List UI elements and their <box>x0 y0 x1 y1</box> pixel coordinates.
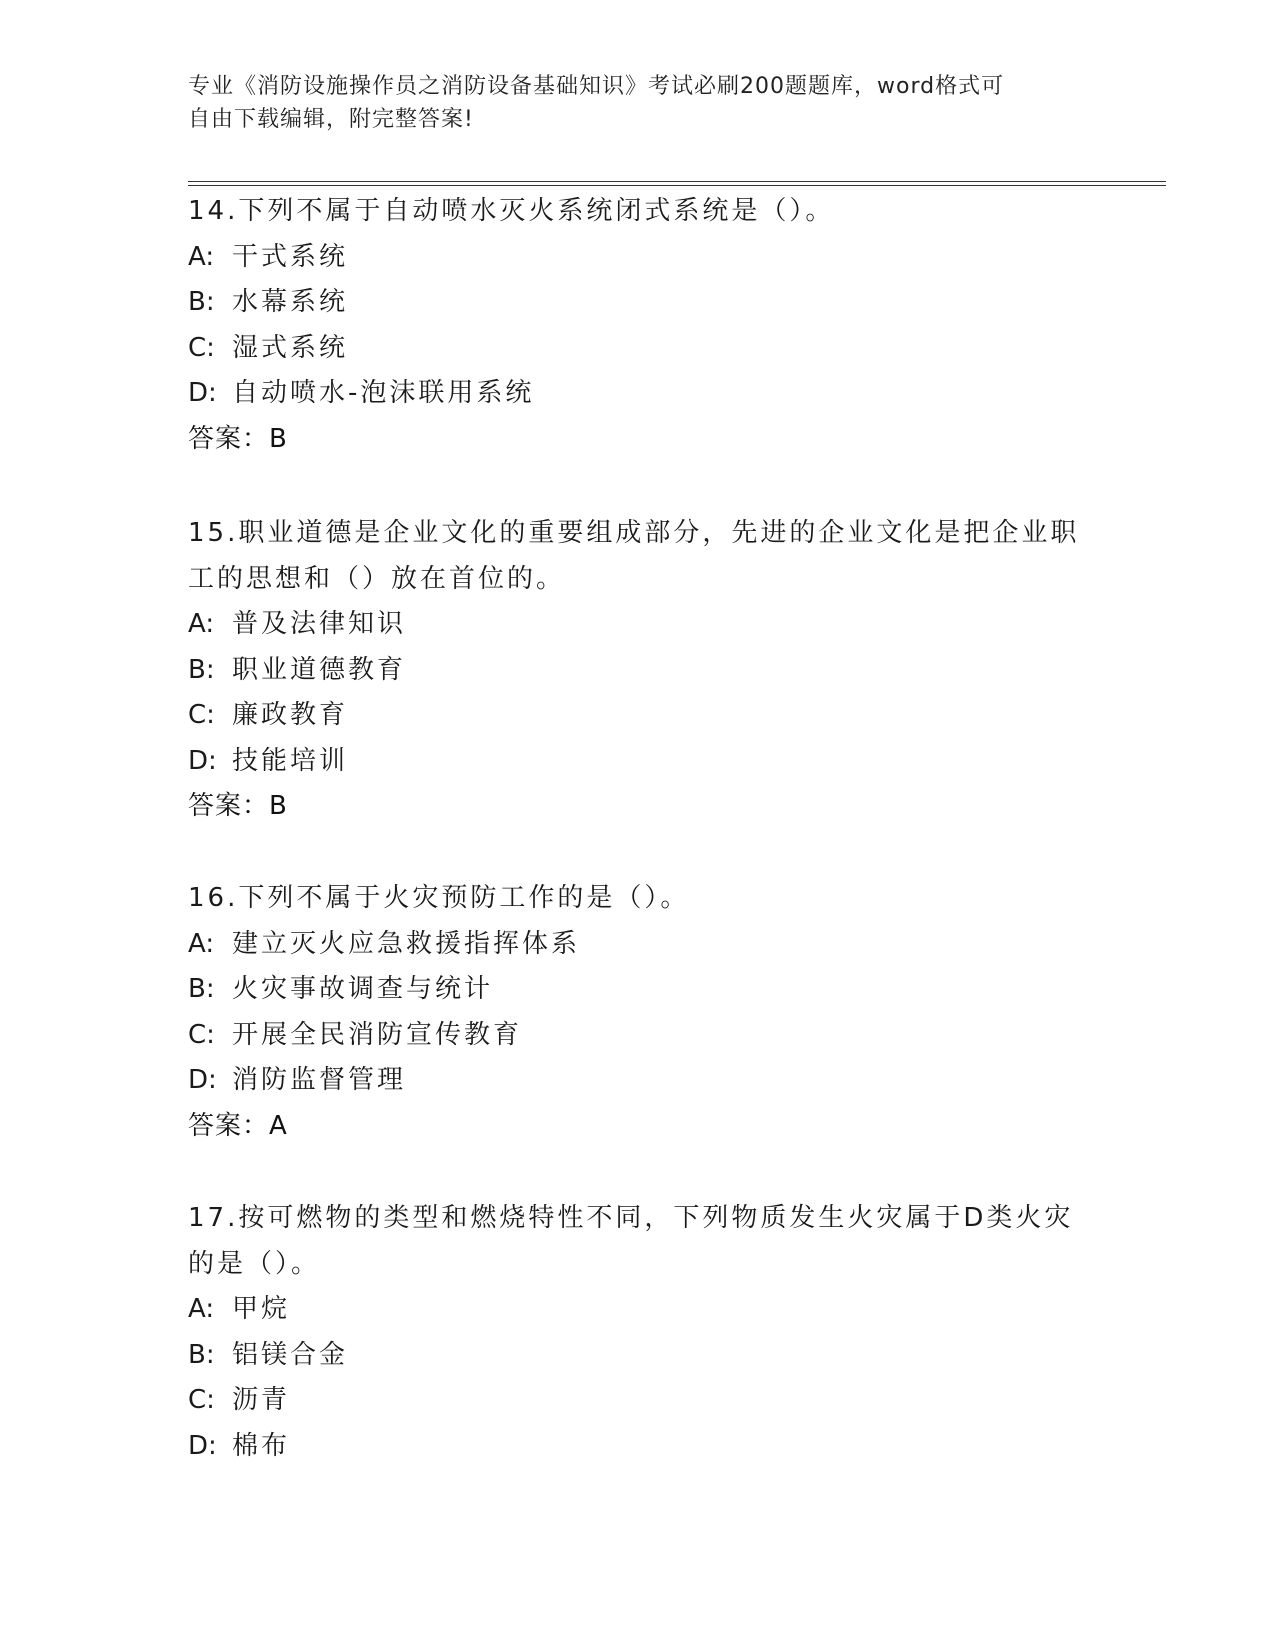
option-text: 棉布 <box>232 1430 291 1461</box>
question-stem: 14.下列不属于自动喷水灭火系统闭式系统是（）。 <box>188 196 835 226</box>
question-stem: 15.职业道德是企业文化的重要组成部分，先进的企业文化是把企业职工的思想和（）放在首位的。 <box>188 518 1080 594</box>
answer: 答案：B <box>188 423 288 454</box>
option-c <box>188 1013 1088 1059</box>
header-divider-top <box>188 181 1166 182</box>
option-key: D: <box>188 1430 217 1461</box>
option-key: B: <box>188 974 215 1004</box>
option-b <box>188 648 1088 694</box>
option-text: 甲烷 <box>232 1294 291 1324</box>
document-header <box>188 70 1088 136</box>
option-key: A: <box>188 928 215 959</box>
option-key: B: <box>188 287 215 317</box>
option-text: 开展全民消防宣传教育 <box>232 1019 523 1050</box>
option-d <box>188 371 1088 417</box>
option-a <box>188 1287 1088 1333</box>
header-divider-bottom <box>188 185 1166 186</box>
option-text: 火灾事故调查与统计 <box>232 974 494 1004</box>
option-a <box>188 922 1088 968</box>
option-key: B: <box>188 1339 215 1370</box>
option-d <box>188 1424 1088 1470</box>
option-key: D: <box>188 745 217 776</box>
option-d <box>188 1058 1088 1104</box>
option-text: 干式系统 <box>232 241 349 272</box>
question-17 <box>188 1196 1088 1469</box>
option-text: 湿式系统 <box>232 332 349 363</box>
option-a <box>188 602 1088 648</box>
answer: 答案：A <box>188 1110 288 1141</box>
option-a <box>188 235 1088 281</box>
option-text: 沥青 <box>232 1385 291 1415</box>
question-stem: 17.按可燃物的类型和燃烧特性不同，下列物质发生火灾属于D类火灾的是（）。 <box>188 1203 1074 1279</box>
option-key: D: <box>188 1065 217 1095</box>
option-text: 消防监督管理 <box>232 1065 407 1095</box>
option-d <box>188 739 1088 785</box>
question-stem: 16.下列不属于火灾预防工作的是（）。 <box>188 883 690 913</box>
option-c <box>188 1378 1088 1424</box>
option-c <box>188 326 1088 372</box>
option-text: 职业道德教育 <box>232 654 407 685</box>
option-key: C: <box>188 1385 215 1415</box>
option-key: C: <box>188 332 215 363</box>
option-key: B: <box>188 654 215 685</box>
answer: 答案：B <box>188 791 288 821</box>
option-text: 水幕系统 <box>232 287 349 317</box>
option-c <box>188 693 1088 739</box>
header-line-1: 专业《消防设施操作员之消防设备基础知识》考试必刷200题题库，word格式可 <box>188 74 1005 99</box>
option-key: C: <box>188 700 215 730</box>
option-text: 自动喷水-泡沫联用系统 <box>232 378 535 408</box>
option-b <box>188 967 1088 1013</box>
option-text: 技能培训 <box>232 745 349 776</box>
option-key: C: <box>188 1019 215 1050</box>
question-14 <box>188 189 1088 462</box>
option-text: 铝镁合金 <box>232 1339 349 1370</box>
option-key: D: <box>188 378 217 408</box>
option-key: A: <box>188 241 215 272</box>
option-text: 廉政教育 <box>232 700 349 730</box>
header-line-2: 自由下载编辑，附完整答案! <box>188 107 474 132</box>
option-b <box>188 1333 1088 1379</box>
option-key: A: <box>188 1294 215 1324</box>
option-b <box>188 280 1088 326</box>
question-16 <box>188 876 1088 1149</box>
option-key: A: <box>188 609 215 639</box>
option-text: 普及法律知识 <box>232 609 407 639</box>
option-text: 建立灭火应急救援指挥体系 <box>232 928 581 959</box>
question-15 <box>188 511 1088 830</box>
